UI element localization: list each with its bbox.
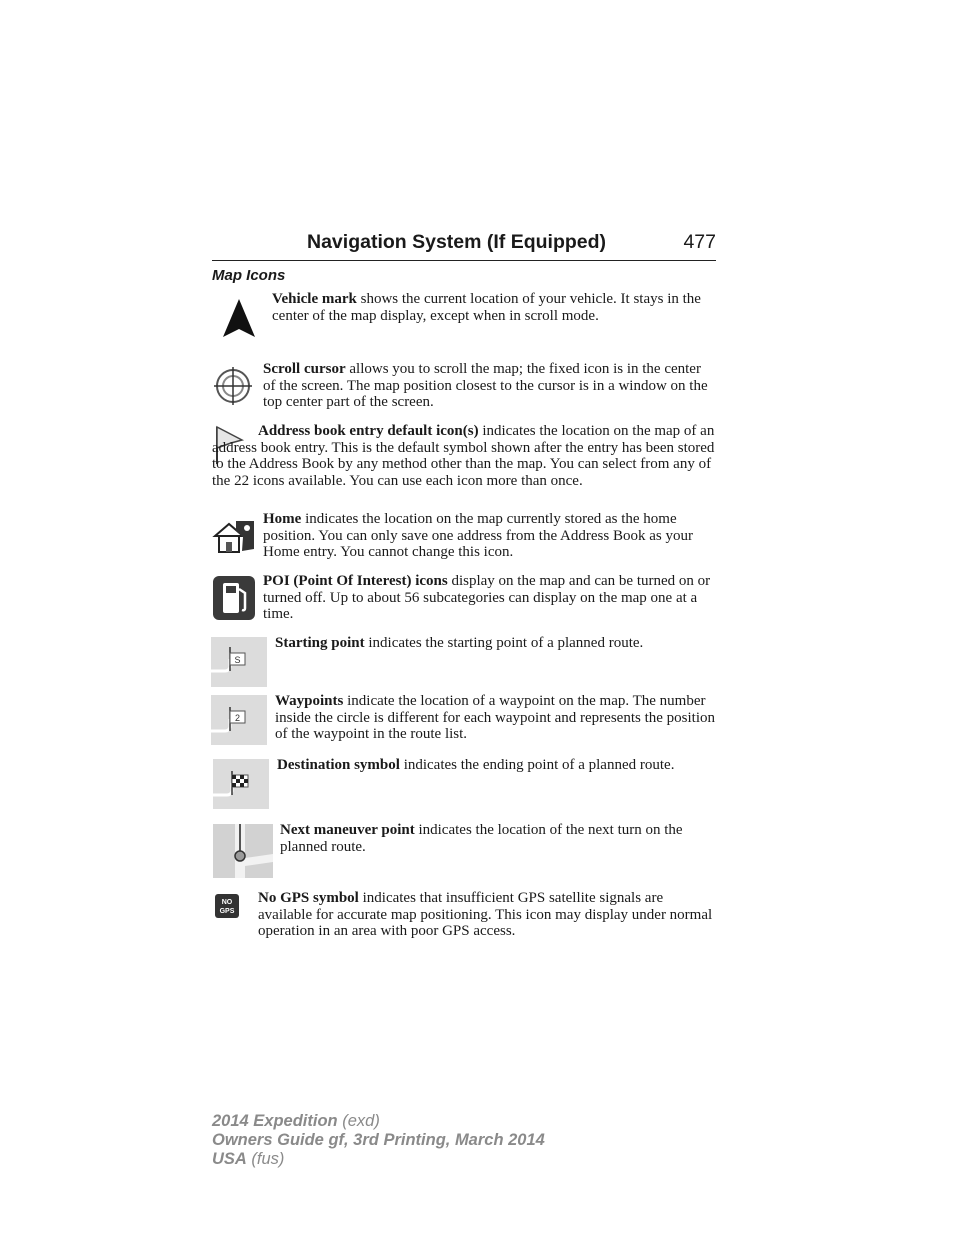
- entry-text: display on the map and can be turned on or turned off. Up to about 56 subcategories can display on the map one at a time.: [263, 573, 711, 623]
- starting-point-label: S: [234, 655, 241, 665]
- list-item: [212, 423, 718, 489]
- page-number: 477: [683, 231, 716, 253]
- entry-term: No GPS symbol: [258, 890, 359, 906]
- entry-term: Next maneuver point: [280, 822, 415, 838]
- home-icon: [212, 517, 256, 555]
- entry-term: Address book entry default icon(s): [258, 423, 479, 439]
- list-item: [277, 757, 717, 774]
- list-item: [258, 890, 714, 940]
- list-item: [263, 573, 718, 623]
- list-item: [280, 822, 716, 855]
- entry-text: indicates that insufficient GPS satellite signals are available for accurate map positioning. This icon may display under normal operation in an area with poor GPS access.: [258, 890, 713, 940]
- chapter-title: Navigation System (If Equipped): [307, 231, 607, 253]
- list-item: [275, 635, 715, 652]
- entry-text: indicate the location of a waypoint on the map. The number inside the circle is different for each waypoint and represents the position of the waypoint in the route list.: [275, 693, 715, 743]
- entry-text: allows you to scroll the map; the fixed icon is in the center of the screen. The map position closest to the cursor is in a window on the top center part of the screen.: [263, 361, 708, 411]
- no-gps-icon: [214, 893, 240, 919]
- entry-term: Starting point: [275, 635, 365, 651]
- fuel-pump-icon: [212, 575, 256, 621]
- entry-text: indicates the location on the map currently stored as the home position. You can only save one address from the Address Book as your Home entry. You cannot change this icon.: [263, 511, 693, 561]
- vehicle-mark-icon: [220, 298, 258, 340]
- maneuver-point-icon: [213, 824, 273, 878]
- entry-text: indicates the location on the map of an address book entry. This is the default symbol shown after the entry has been stored to the Address Book by any method other than the map. You can select from any of the 22 icons available. You can use each icon more than once.: [212, 423, 715, 489]
- entry-text: indicates the location of the next turn on the planned route.: [280, 822, 683, 855]
- scroll-cursor-icon: [212, 365, 254, 407]
- no-gps-label-top: NO: [221, 899, 233, 906]
- footer-market-line: USA (fus): [212, 1150, 285, 1168]
- entry-term: Destination symbol: [277, 757, 400, 773]
- entry-text: shows the current location of your vehicle. It stays in the center of the map display, except when in scroll mode.: [272, 291, 701, 324]
- entry-term: Vehicle mark: [272, 291, 357, 307]
- list-item: [275, 693, 715, 743]
- list-item: [263, 511, 713, 561]
- list-item: [263, 361, 713, 411]
- entry-text: indicates the starting point of a planned route.: [364, 635, 644, 651]
- entry-term: Waypoints: [275, 693, 344, 709]
- footer-printing-line: Owners Guide gf, 3rd Printing, March 2014: [212, 1131, 545, 1149]
- list-item: [272, 291, 708, 324]
- page-header: [212, 228, 716, 261]
- starting-point-icon: [211, 637, 267, 687]
- entry-term: Home: [263, 511, 302, 527]
- section-title: Map Icons: [212, 267, 286, 284]
- page-footer: [212, 1112, 545, 1169]
- footer-model-line: 2014 Expedition (exd): [212, 1112, 380, 1130]
- entry-term: Scroll cursor: [263, 361, 346, 377]
- no-gps-label-bottom: GPS: [219, 908, 235, 915]
- entry-term: POI (Point Of Interest) icons: [263, 573, 448, 589]
- waypoint-label: 2: [234, 713, 241, 723]
- checkered-flag-icon: [213, 759, 269, 809]
- entry-text: indicates the ending point of a planned route.: [399, 757, 675, 773]
- waypoint-icon: [211, 695, 267, 745]
